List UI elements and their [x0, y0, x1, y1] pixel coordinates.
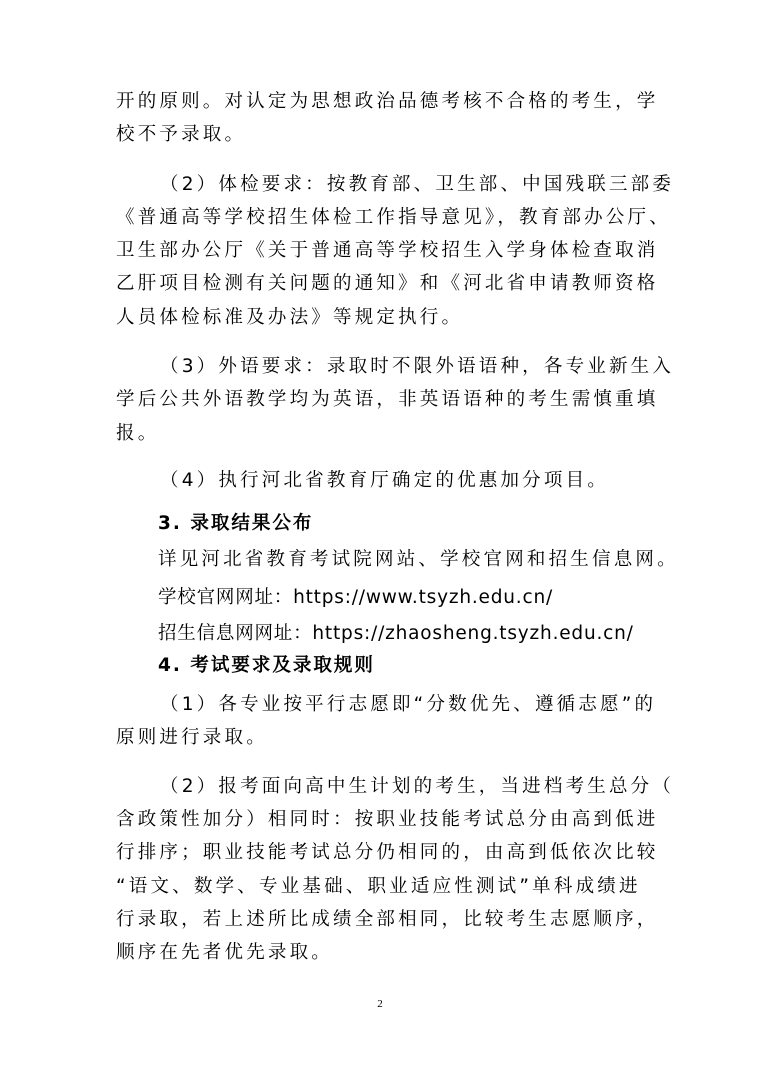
paragraph-line: 学后公共外语教学均为英语，非英语语种的考生需慎重填 — [116, 389, 659, 410]
paragraph-line: 行排序；职业技能考试总分仍相同的，由高到低依次比较 — [116, 842, 659, 863]
paragraph-line: 人员体检标准及办法》等规定执行。 — [116, 307, 464, 328]
paragraph-line: 顺序在先者优先录取。 — [116, 942, 334, 963]
paragraph-line: （1）各专业按平行志愿即“分数优先、遵循志愿”的 — [160, 694, 657, 715]
paragraph-line: 行录取，若上述所比成绩全部相同，比较考生志愿顺序， — [116, 909, 659, 930]
paragraph-line: 含政策性加分）相同时：按职业技能考试总分由高到低进 — [116, 809, 659, 830]
paragraph-line: （3）外语要求：录取时不限外语语种，各专业新生入 — [160, 356, 675, 377]
paragraph-line: 卫生部办公厅《关于普通高等学校招生入学身体检查取消 — [116, 240, 659, 261]
paragraph-line: 《普通高等学校招生体检工作指导意见》，教育部办公厅、 — [116, 207, 671, 228]
paragraph-line: 报。 — [116, 423, 160, 444]
paragraph-line: （2）报考面向高中生计划的考生，当进档考生总分（ — [160, 776, 675, 797]
paragraph-line: 开的原则。对认定为思想政治品德考核不合格的考生，学 — [116, 91, 659, 112]
section-heading: 3. 录取结果公布 — [158, 513, 314, 534]
paragraph-line: （2）体检要求：按教育部、卫生部、中国残联三部委 — [160, 174, 675, 195]
url-line: 招生信息网网址：https://zhaosheng.tsyzh.edu.cn/ — [158, 623, 634, 644]
paragraph-line: （4）执行河北省教育厅确定的优惠加分项目。 — [160, 470, 609, 491]
paragraph-line: “语文、数学、专业基础、职业适应性测试”单科成绩进 — [116, 876, 641, 897]
url-line: 学校官网网址：https://www.tsyzh.edu.cn/ — [158, 587, 554, 608]
page-number: 2 — [377, 998, 383, 1010]
paragraph-line: 原则进行录取。 — [116, 727, 268, 748]
section-heading: 4. 考试要求及录取规则 — [158, 655, 375, 676]
paragraph-line: 乙肝项目检测有关问题的通知》和《河北省申请教师资格 — [116, 273, 659, 294]
paragraph-line: 详见河北省教育考试院网站、学校官网和招生信息网。 — [158, 549, 679, 570]
paragraph-line: 校不予录取。 — [116, 124, 247, 145]
